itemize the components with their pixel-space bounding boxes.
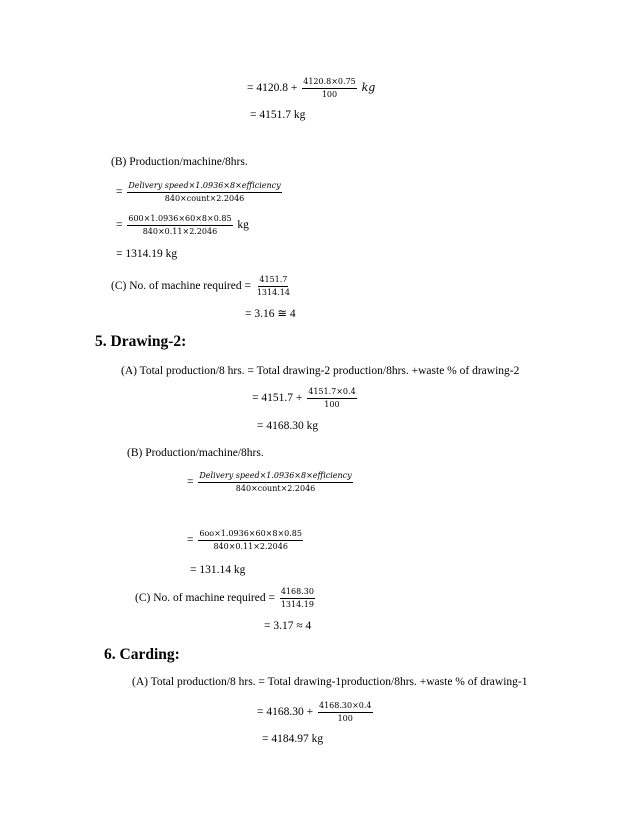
fraction: $\frac{600\times 1.0936\times 60\times 8\times 0.85}{840\times 0.11\times 2.2046}$ <box>128 214 232 236</box>
fraction: $\frac{4151.7}{1314.14}$ <box>256 275 290 297</box>
total-production-line: (A) Total production/8 hrs. = Total drawing-2 production/8hrs. +waste % of drawing-2 <box>121 365 520 377</box>
fraction: $\frac{6oo\times 1.0936\times 60\times 8\times 0.85}{840\times 0.11\times 2.2046}$ <box>199 529 302 551</box>
result-line: = 1314.19 kg <box>116 248 178 260</box>
section-heading-carding: 6. Carding: <box>104 646 180 663</box>
formula-numeric: = $\frac{600\times 1.0936\times 60\times 8\times 0.85}{840\times 0.11\times 2.2046}$ kg <box>116 214 249 236</box>
fraction: $\frac{4168.30\times 0.4}{100}$ <box>318 701 372 723</box>
machine-required-line: (C) No. of machine required = $\frac{4151.7}{1314.14}$ <box>111 275 290 297</box>
result-line: = 4184.97 kg <box>262 733 324 745</box>
formula-symbolic: = $\frac{\text{Delivery speed×1.0936×8×efficiency}}{\text{840×count×2.2046}}$ <box>116 181 281 203</box>
fraction: $\frac{\text{Delivery speed×1.0936×8×efficiency}}{\text{840×count×2.2046}}$ <box>199 471 352 493</box>
total-production-line: (A) Total production/8 hrs. = Total drawing-1production/8hrs. +waste % of drawing-1 <box>132 676 528 688</box>
result-line: = 4168.30 kg <box>257 420 319 432</box>
equation-total-production: = 4120.8 + $\frac{4120.8\times 0.75}{100}$ kg <box>247 77 376 99</box>
fraction: $\frac{4168.30}{1314.19}$ <box>280 587 314 609</box>
fraction: $\frac{\text{Delivery speed×1.0936×8×efficiency}}{\text{840×count×2.2046}}$ <box>128 181 281 203</box>
fraction: $\frac{4120.8\times 0.75}{100}$ <box>303 77 356 99</box>
formula-symbolic: = $\frac{\text{Delivery speed×1.0936×8×efficiency}}{\text{840×count×2.2046}}$ <box>187 471 352 493</box>
equation-total-production: = 4168.30 + $\frac{4168.30\times 0.4}{100}$ <box>257 701 372 723</box>
production-per-machine-label: (B) Production/machine/8hrs. <box>127 447 264 459</box>
fraction: $\frac{4151.7\times 0.4}{100}$ <box>308 387 356 409</box>
formula-numeric: = $\frac{6oo\times 1.0936\times 60\times 8\times 0.85}{840\times 0.11\times 2.2046}$ <box>187 529 302 551</box>
result-line: = 3.16 ≅ 4 <box>245 308 296 320</box>
production-per-machine-label: (B) Production/machine/8hrs. <box>111 156 248 168</box>
result-line: = 4151.7 kg <box>250 109 306 121</box>
machine-required-line: (C) No. of machine required = $\frac{4168.30}{1314.19}$ <box>135 587 314 609</box>
result-line: = 3.17 ≈ 4 <box>264 620 312 632</box>
section-heading-drawing-2: 5. Drawing-2: <box>95 333 187 350</box>
equation-total-production: = 4151.7 + $\frac{4151.7\times 0.4}{100}$ <box>252 387 356 409</box>
result-line: = 131.14 kg <box>190 564 246 576</box>
